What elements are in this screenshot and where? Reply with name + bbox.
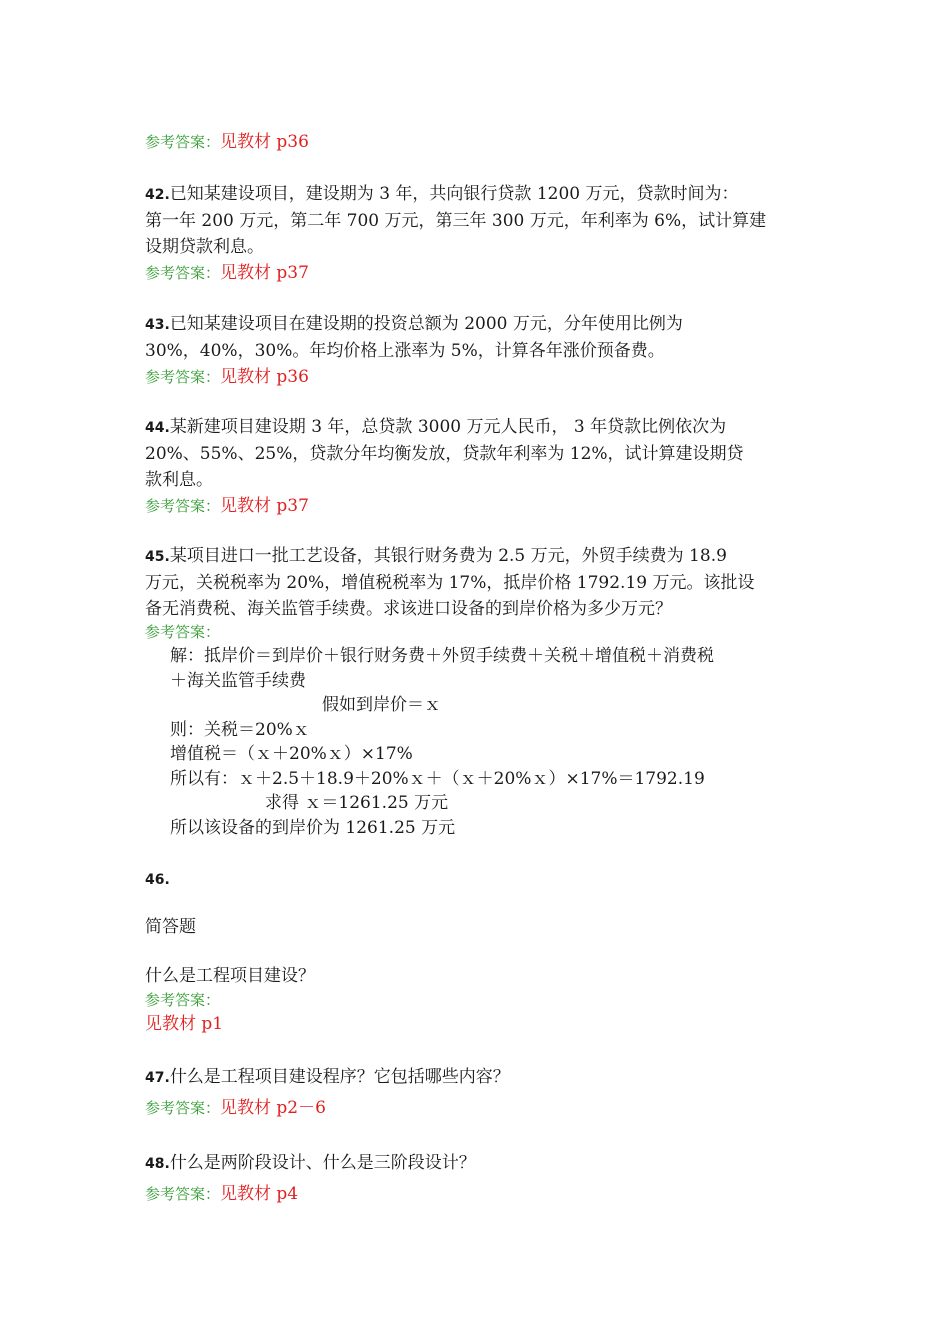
solution-line: 解：抵岸价＝到岸价＋银行财务费＋外贸手续费＋关税＋增值税＋消费税 (170, 646, 714, 666)
question-number: 44. (145, 420, 170, 436)
question-text-line: 设期贷款利息。 (145, 237, 264, 257)
question-number: 43. (145, 317, 170, 333)
question-48 (145, 1150, 815, 1207)
solution-line: 所以该设备的到岸价为 1261.25 万元 (170, 818, 456, 838)
question-44 (145, 414, 815, 519)
question-number: 46. (145, 872, 170, 888)
answer-label: 参考答案： (145, 1185, 221, 1203)
answer-label: 参考答案： (145, 1099, 221, 1117)
solution-line: ＋海关监管手续费 (170, 671, 306, 691)
solution-line: 增值税＝（ｘ＋20%ｘ）×17% (170, 744, 413, 764)
answer-label: 参考答案： (145, 991, 221, 1009)
question-45 (145, 543, 815, 642)
question-text-line: 某项目进口一批工艺设备，其银行财务费为 2.5 万元，外贸手续费为 18.9 (169, 546, 727, 566)
answer-reference: 见教材 p37 (220, 496, 309, 516)
answer-label: 参考答案： (145, 623, 221, 641)
question-42 (145, 181, 815, 286)
answer-reference: 见教材 p1 (145, 1014, 224, 1034)
solution-line: 则：关税＝20%ｘ (170, 720, 310, 740)
question-text-line: 款利息。 (145, 470, 213, 490)
answer-label: 参考答案： (145, 368, 221, 386)
question-text-line: 某新建项目建设期 3 年，总贷款 3000 万元人民币， 3 年贷款比例依次为 (169, 417, 727, 437)
question-number: 47. (145, 1070, 170, 1086)
question-text-line: 已知某建设项目在建设期的投资总额为 2000 万元，分年使用比例为 (169, 314, 683, 334)
question-type (145, 914, 815, 940)
question-47 (145, 1064, 815, 1121)
question-text-line: 备无消费税、海关监管手续费。求该进口设备的到岸价格为多少万元？ (145, 599, 672, 619)
answer-label: 参考答案： (145, 264, 221, 282)
question-number: 42. (145, 187, 170, 203)
question-text-line: 第一年 200 万元，第二年 700 万元，第三年 300 万元，年利率为 6%，试计算建 (145, 211, 767, 231)
answer-label: 参考答案： (145, 133, 221, 151)
question-46-number (145, 866, 815, 893)
question-46 (145, 963, 815, 1037)
question-text-line: 什么是工程项目建设程序？它包括哪些内容？ (169, 1067, 510, 1087)
question-type-label: 简答题 (145, 917, 196, 937)
answer-reference: 见教材 p37 (220, 263, 309, 283)
answer-reference: 见教材 p2－6 (220, 1098, 326, 1118)
question-text-line: 什么是两阶段设计、什么是三阶段设计？ (169, 1153, 476, 1173)
answer-reference: 见教材 p4 (220, 1184, 299, 1204)
question-number: 45. (145, 549, 170, 565)
answer-reference: 见教材 p36 (220, 132, 309, 152)
question-text-line: 已知某建设项目，建设期为 3 年，共向银行贷款 1200 万元，贷款时间为： (169, 184, 739, 204)
question-number: 48. (145, 1156, 170, 1172)
question-text-line: 万元，关税税率为 20%，增值税税率为 17%，抵岸价格 1792.19 万元。该批设 (145, 573, 755, 593)
answer-label: 参考答案： (145, 497, 221, 515)
q41-answer (145, 129, 815, 155)
solution-line: 所以有：ｘ＋2.5＋18.9＋20%ｘ＋（ｘ＋20%ｘ）×17%＝1792.19 (170, 769, 705, 789)
question-text-line: 30%，40%，30%。年均价格上涨率为 5%，计算各年涨价预备费。 (145, 341, 665, 361)
question-text-line: 什么是工程项目建设？ (145, 966, 315, 986)
solution-line: 假如到岸价＝ｘ (322, 695, 441, 715)
question-text-line: 20%、55%、25%，贷款分年均衡发放，贷款年利率为 12%，试计算建设期贷 (145, 444, 744, 464)
answer-reference: 见教材 p36 (220, 367, 309, 387)
question-43 (145, 311, 815, 390)
solution-line: 求得 ｘ＝1261.25 万元 (265, 793, 449, 813)
